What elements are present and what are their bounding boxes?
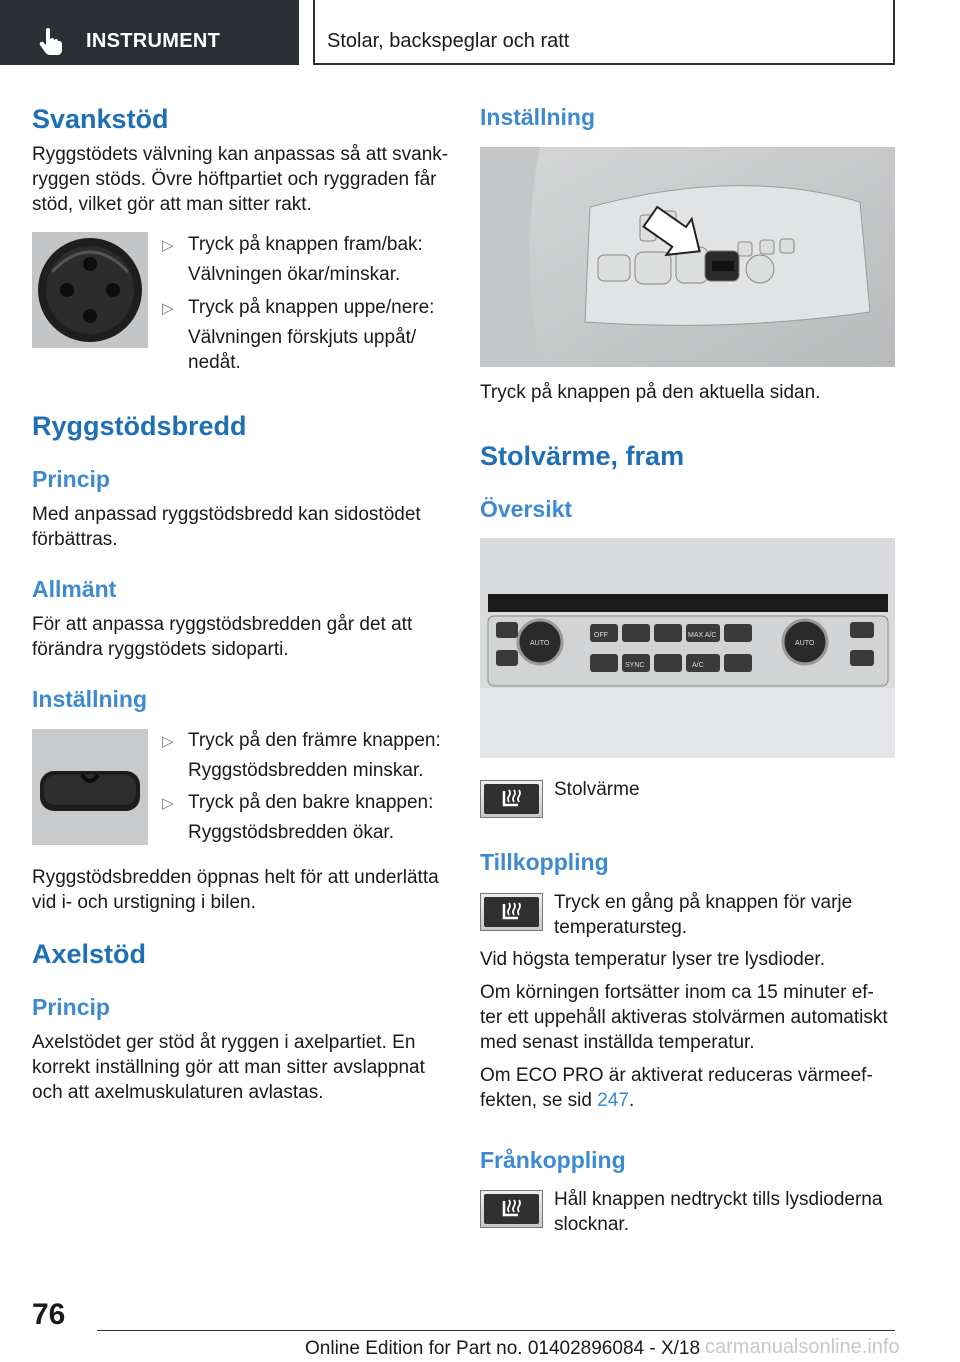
- seat-heating-icon: [480, 1190, 543, 1228]
- princip-title: Princip: [32, 466, 110, 492]
- right-installning-title: Inställning: [480, 104, 595, 130]
- installning-caption: Tryck på knappen på den aktuella sidan.: [480, 382, 821, 403]
- paragraph-1: Vid högsta temperatur lyser tre lysdioder.: [480, 949, 825, 970]
- axelstod-text-1: Axelstödet ger stöd åt ryggen i axelpartiet. En: [32, 1032, 416, 1053]
- seat-heating-icon: [480, 780, 543, 818]
- allmant-text-2: förändra ryggstödets sidoparti.: [32, 639, 289, 660]
- backrest-width-button-image: [32, 729, 148, 845]
- ryggstodsbredd-title: Ryggstödsbredd: [32, 411, 247, 441]
- panel-label-auto-right: AUTO: [795, 640, 815, 647]
- svankstod-intro-2: ryggen stöds. Övre höftpartiet och ryggraden får: [32, 169, 437, 190]
- watermark: carmanualsonline.info: [705, 1336, 900, 1358]
- panel-label-auto-left: AUTO: [530, 640, 550, 647]
- list-item-result: Välvningen ökar/minskar.: [188, 264, 401, 285]
- list-item-result: Ryggstödsbredden minskar.: [188, 760, 424, 781]
- note-text-2: vid i- och urstigning i bilen.: [32, 892, 256, 913]
- paragraph-2-line-1: Om körningen fortsätter inom ca 15 minuter ef-: [480, 982, 874, 1003]
- list-item: ▷ Tryck på den bakre knappen:: [162, 792, 434, 813]
- note-text-1: Ryggstödsbredden öppnas helt för att underlätta: [32, 867, 439, 888]
- axelstod-text-3: och att axelmuskulaturen avlastas.: [32, 1082, 324, 1103]
- panel-label-ac: A/C: [692, 662, 704, 669]
- svankstod-intro-3: stöd, vilket gör att man sitter rakt.: [32, 194, 312, 215]
- panel-label-max-ac: MAX A/C: [688, 632, 717, 639]
- section-label: INSTRUMENT: [86, 30, 221, 52]
- section-tab: [0, 0, 299, 65]
- chapter-header: [313, 0, 895, 65]
- paragraph-2-line-2: ter ett uppehåll aktiveras stolvärmen automatiskt: [480, 1007, 888, 1028]
- tillkoppling-text-2: temperatursteg.: [554, 917, 688, 938]
- tillkoppling-text-1: Tryck en gång på knappen för varje: [554, 892, 853, 913]
- seat-heating-icon: [480, 893, 543, 931]
- list-item: ▷ Tryck på den främre knappen:: [162, 730, 441, 751]
- list-item-result: Välvningen förskjuts uppåt/: [188, 327, 417, 348]
- svankstod-intro-1: Ryggstödets välvning kan anpassas så att svank-: [32, 144, 449, 165]
- frankoppling-text-2: slocknar.: [554, 1214, 629, 1235]
- frankoppling-title: Frånkoppling: [480, 1147, 626, 1173]
- axelstod-title: Axelstöd: [32, 939, 147, 969]
- footer-divider: [97, 1330, 895, 1331]
- climate-panel-photo: [480, 538, 895, 758]
- svankstod-title: Svankstöd: [32, 104, 169, 134]
- princip-text-1: Med anpassad ryggstödsbredd kan sidostödet: [32, 504, 421, 525]
- paragraph-3-line-2: fekten, se sid 247.: [480, 1090, 635, 1111]
- princip-text-2: förbättras.: [32, 529, 118, 550]
- lumbar-knob-image: [32, 232, 148, 348]
- footer-edition: Online Edition for Part no. 01402896084 - X/18: [305, 1338, 701, 1359]
- icon-label: Stolvärme: [554, 779, 640, 800]
- frankoppling-text-1: Håll knappen nedtryckt tills lysdioderna: [554, 1189, 883, 1210]
- paragraph-2-line-3: med senast inställda temperatur.: [480, 1032, 755, 1053]
- list-item-result: Ryggstödsbredden ökar.: [188, 822, 394, 843]
- list-item-result: nedåt.: [188, 352, 241, 373]
- page-number: 76: [32, 1298, 66, 1331]
- list-item: ▷ Tryck på knappen uppe/nere:: [162, 297, 435, 318]
- stolvarme-title: Stolvärme, fram: [480, 441, 685, 471]
- seat-controls-photo: [480, 147, 895, 367]
- allmant-text-1: För att anpassa ryggstödsbredden går det att: [32, 614, 413, 635]
- hand-pointer-icon: [38, 27, 64, 55]
- panel-label-sync: SYNC: [625, 662, 645, 669]
- allmant-title: Allmänt: [32, 576, 117, 602]
- axelstod-text-2: korrekt inställning gör att man sitter avslappnat: [32, 1057, 425, 1078]
- paragraph-3-line-1: Om ECO PRO är aktiverat reduceras värmeef-: [480, 1065, 873, 1086]
- axelstod-princip-title: Princip: [32, 994, 110, 1020]
- oversikt-title: Översikt: [480, 496, 573, 522]
- chapter-title: Stolar, backspeglar och ratt: [327, 30, 570, 52]
- list-item: ▷ Tryck på knappen fram/bak:: [162, 234, 423, 255]
- tillkoppling-title: Tillkoppling: [480, 849, 609, 875]
- page-link[interactable]: 247: [597, 1090, 629, 1111]
- installning-title: Inställning: [32, 686, 147, 712]
- panel-label-off: OFF: [594, 632, 608, 639]
